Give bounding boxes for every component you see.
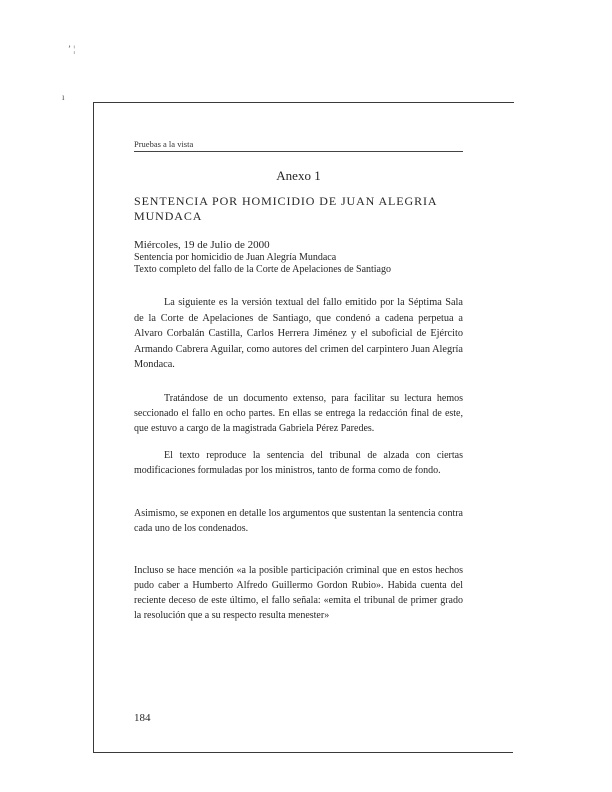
title-line: SENTENCIA POR HOMICIDIO DE JUAN ALEGRIA [134,194,438,208]
paragraph-arguments: Asimismo, se exponen en detalle los argumentos que sustentan la sentencia contra cada uno de los condenados. [134,508,463,534]
header-rule [134,151,463,152]
running-head: Pruebas a la vista [134,139,194,149]
meta-date: Miércoles, 19 de Julio de 2000 [134,239,270,251]
meta-subject: Sentencia por homicidio de Juan Alegría Mundaca [134,251,337,263]
meta-description: Texto completo del fallo de la Corte de Apelaciones de Santiago [134,264,391,275]
paragraph-structure: Tratándose de un documento extenso, para facilitar su lectura hemos seccionado el fallo en ocho partes. En ellas se entrega la redacción final de este, que estuvo a cargo de la magistrada Gabriela Pérez Paredes. [134,393,463,434]
page-number: 184 [134,712,151,724]
paragraph-mention: Incluso se hace mención «a la posible participación criminal que en estos hechos pudo caber a Humberto Alfredo Guillermo Gordon Rubio». Habida cuenta del reciente deceso de este último, el fallo señala: «emita el tribunal de primer grado la resolución que a su respecto resulta menester» [134,565,463,621]
scan-mark: ı [62,92,65,102]
annex-label: Anexo 1 [276,168,321,183]
document-meta [134,239,469,277]
scan-mark: ʼ ¦ [68,44,76,54]
bottom-rule [93,752,513,753]
document-title [134,194,469,224]
paragraph-intro: La siguiente es la versión textual del fallo emitido por la Séptima Sala de la Corte de Apelaciones de Santiago, que condenó a cadena perpetua a Alvaro Corbalán Castilla, Carlos Herrera Jiménez y el suboficial de Ejército Armando Cabrera Aguilar, como autores del crimen del carpintero Juan Alegría Mondaca. [134,297,463,370]
paragraph-modifications: El texto reproduce la sentencia del tribunal de alzada con ciertas modificaciones formuladas por los ministros, tanto de forma como de fondo. [134,450,463,476]
title-line: MUNDACA [134,209,203,223]
